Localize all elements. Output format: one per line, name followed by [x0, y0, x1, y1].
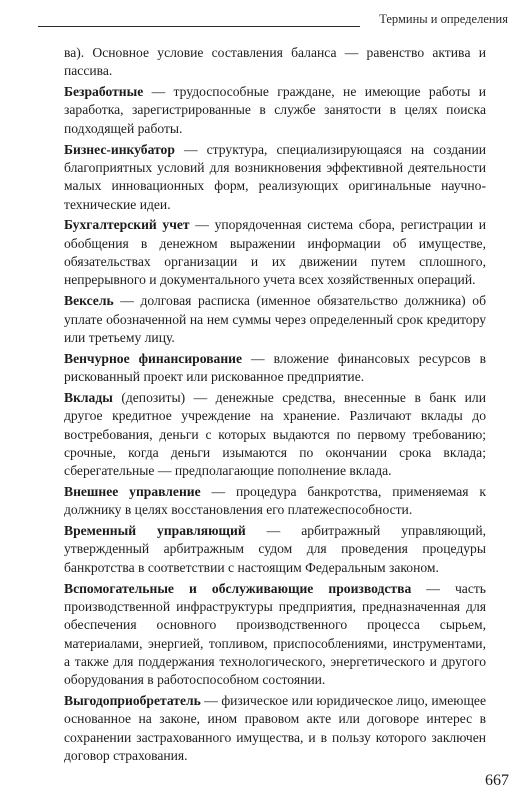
entry-term: Вспомогательные и обслуживающие производства: [64, 580, 412, 596]
glossary-entry: [64, 292, 486, 347]
entry-term: Выгодоприобретатель: [64, 693, 201, 709]
entry-separator: —: [189, 217, 215, 233]
entry-term: Вексель: [64, 293, 114, 309]
glossary-entry: [64, 141, 486, 214]
running-header-title: Термины и определения: [379, 12, 508, 26]
entry-definition: процедура банкротства, применяемая к должнику в целях восстановления его платежеспособности.: [64, 483, 486, 518]
glossary-entry: [64, 692, 486, 765]
entry-definition: физическое или юридическое лицо, имеющее основанное на законе, ином правовом акте или договоре интерес в сохранении застрахованного имущества, и в пользу которого заключен договор страхования.: [64, 693, 486, 763]
glossary-entry: [64, 522, 486, 577]
entry-term: Безработные: [64, 84, 144, 100]
entry-separator: —: [174, 141, 207, 157]
entry-separator: —: [113, 293, 141, 309]
entry-definition: часть производственной инфраструктуры предприятия, предназначенная для обеспечения основного производственного процесса сырьем, материалами, энергией, топливом, приспособлениями, инструментами, а также для поддержания технологического, энергетического и другого оборудования в работоспособном состоянии.: [64, 580, 486, 688]
entry-definition: трудоспособные граждане, не имеющие работы и заработка, зарегистрированные в службе занятости в целях поиска подходящей работы.: [64, 84, 486, 136]
entry-term: Венчурное финансирование: [64, 350, 243, 366]
entry-definition: структура, специализирующаяся на создании благоприятных условий для возникновения эффективной деятельности малых инновационных форм, реализующих оригинальные научно-технические идеи.: [64, 141, 487, 212]
entry-term: Вклады: [64, 389, 113, 405]
glossary-entry: [64, 483, 486, 520]
entry-separator: —: [200, 483, 236, 499]
entry-definition: арбитражный управляющий, утвержденный арбитражным судом для проведения процедуры банкротства в соответствии с настоящим Федеральным законом.: [64, 523, 487, 575]
entry-term: Бухгалтерский учет: [64, 217, 190, 233]
glossary-entry: [64, 83, 486, 138]
header-rule: [38, 26, 360, 27]
glossary-entry: [64, 389, 486, 480]
entry-definition: (депозиты) — денежные средства, внесенные в банк или другое кредитное учреждение на хранение. Различают вклады до востребования, деньги с которых выдаются по первому требованию; срочные, когда деньги изымаются по окончании срока вклада; сберегательные — предполагающие пополнение вклада.: [64, 389, 486, 479]
glossary-entry-continued: [64, 44, 486, 81]
glossary-entry: [64, 580, 486, 690]
glossary-entry: [64, 350, 486, 387]
entry-definition: долговая расписка (именное обязательство должника) об уплате обозначенной на нем суммы через определенный срок кредитору или третьему лицу.: [64, 293, 487, 345]
entry-term: Бизнес-инкубатор: [64, 141, 175, 157]
glossary-entry: [64, 216, 486, 289]
entry-term: Внешнее управление: [64, 483, 201, 499]
entry-separator: —: [242, 350, 274, 366]
entry-separator: —: [411, 580, 455, 596]
glossary-body: [64, 44, 486, 768]
entry-term: Временный управляющий: [64, 523, 246, 539]
entry-separator: —: [245, 523, 302, 539]
entry-definition: ва). Основное условие составления баланса — равенство активa и пассива.: [64, 45, 486, 79]
entry-separator: —: [200, 693, 222, 709]
entry-separator: —: [143, 84, 174, 100]
running-header: [38, 9, 508, 29]
page-number: 667: [485, 772, 509, 789]
entry-definition: вложение финансовых ресурсов в рискованный проект или рискованное предприятие.: [64, 350, 487, 385]
entry-definition: упорядоченная система сбора, регистрации и обобщения в денежном выражении информации об имуществе, обязательствах организации и их движении путем сплошного, непрерывного и документального учета всех хозяйственных операций.: [64, 217, 486, 288]
